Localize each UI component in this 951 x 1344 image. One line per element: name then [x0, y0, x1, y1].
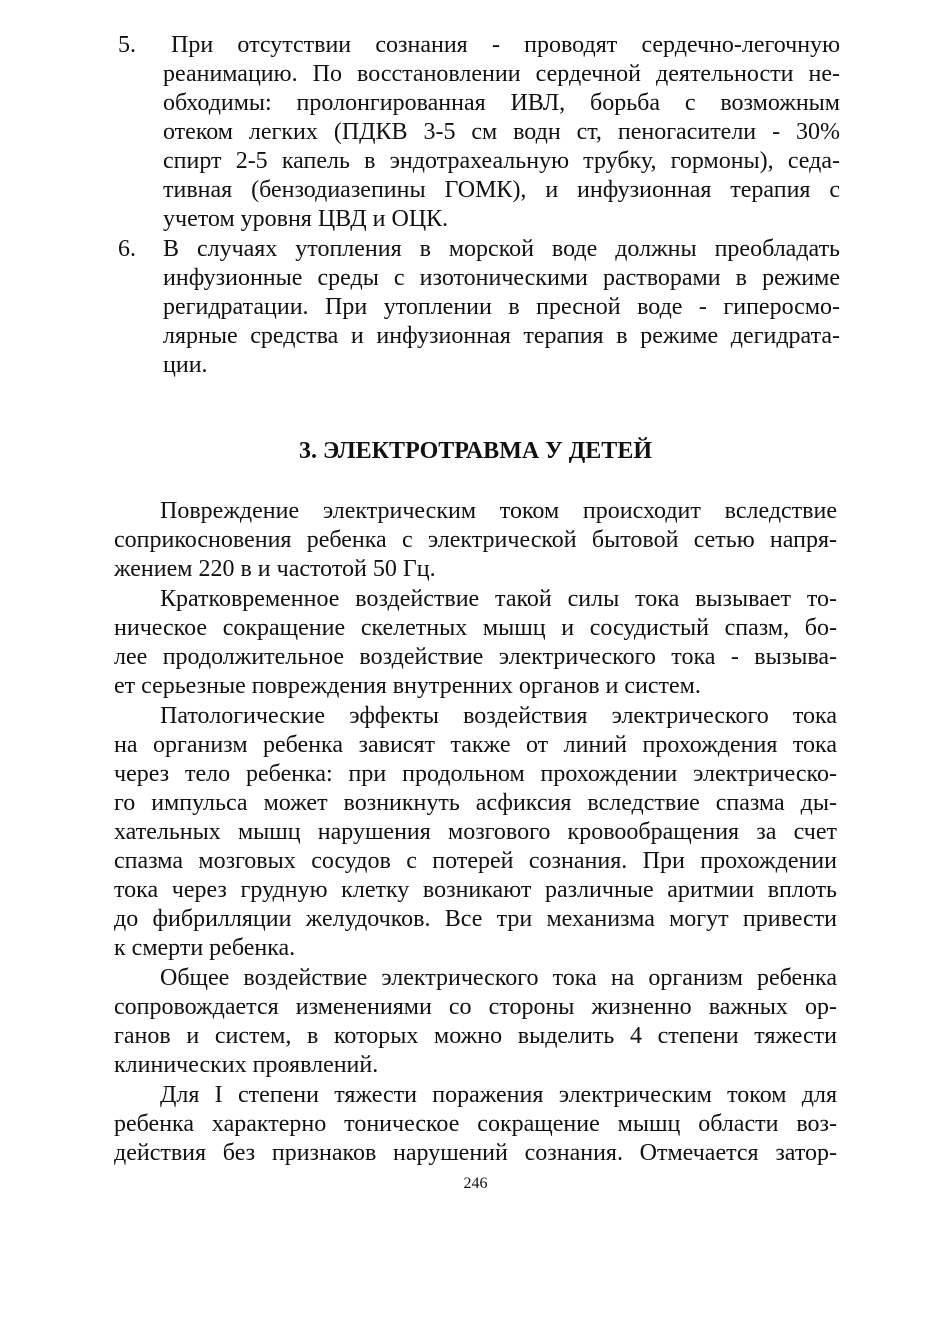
list-item-5-line-7: учетом уровня ЦВД и ОЦК.	[163, 206, 449, 232]
paragraph-3-line-9: к смерти ребенка.	[114, 935, 296, 961]
paragraph-4-line-2: сопровождается изменениями со стороны жизненно важных ор-	[114, 994, 837, 1020]
list-item-6-line-5: ции.	[163, 352, 208, 378]
list-number-5: 5.	[118, 32, 136, 58]
paragraph-4-line-1: Общее воздействие электрического тока на организм ребенка	[160, 965, 837, 991]
list-item-6-line-1: В случаях утопления в морской воде должны преобладать	[163, 236, 840, 262]
paragraph-2-line-3: лее продолжительное воздействие электрического тока - вызыва-	[114, 644, 837, 670]
list-item-5-line-1: При отсутствии сознания - проводят сердечно-легочную	[171, 32, 840, 58]
list-item-5-line-4: отеком легких (ПДКВ 3-5 см водн ст, пеногасители - 30%	[163, 119, 840, 145]
paragraph-3-line-1: Патологические эффекты воздействия электрического тока	[160, 703, 837, 729]
list-item-6-line-4: лярные средства и инфузионная терапия в режиме дегидрата-	[163, 323, 840, 349]
paragraph-2-line-4: ет серьезные повреждения внутренних органов и систем.	[114, 673, 701, 699]
paragraph-3-line-2: на организм ребенка зависят также от линий прохождения тока	[114, 732, 837, 758]
page-number: 246	[463, 1175, 488, 1192]
paragraph-1-line-1: Повреждение электрическим током происходит вследствие	[160, 498, 837, 524]
paragraph-2-line-1: Кратковременное воздействие такой силы тока вызывает то-	[160, 586, 837, 612]
paragraph-3-line-5: хательных мышц нарушения мозгового кровообращения за счет	[114, 819, 837, 845]
paragraph-1-line-3: жением 220 в и частотой 50 Гц.	[114, 556, 436, 582]
paragraph-3-line-8: до фибрилляции желудочков. Все три механизма могут привести	[114, 906, 837, 932]
paragraph-4-line-4: клинических проявлений.	[114, 1052, 379, 1078]
paragraph-3-line-3: через тело ребенка: при продольном прохождении электрическо-	[114, 761, 837, 787]
list-item-5-line-5: спирт 2-5 капель в эндотрахеальную трубку, гормоны), седа-	[163, 148, 840, 174]
list-item-6-line-2: инфузионные среды с изотоническими растворами в режиме	[163, 265, 840, 291]
paragraph-2-line-2: ническое сокращение скелетных мышц и сосудистый спазм, бо-	[114, 615, 837, 641]
paragraph-5-line-1: Для I степени тяжести поражения электрическим током для	[160, 1082, 837, 1108]
list-number-6: 6.	[118, 236, 136, 262]
list-item-6-line-3: регидратации. При утоплении в пресной воде - гиперосмо-	[163, 294, 840, 320]
list-item-5-line-3: обходимы: пролонгированная ИВЛ, борьба с возможным	[163, 90, 840, 116]
paragraph-1-line-2: соприкосновения ребенка с электрической бытовой сетью напря-	[114, 527, 837, 553]
paragraph-5-line-3: действия без признаков нарушений сознания. Отмечается затор-	[114, 1140, 837, 1166]
paragraph-3-line-6: спазма мозговых сосудов с потерей сознания. При прохождении	[114, 848, 837, 874]
list-item-5-line-6: тивная (бензодиазепины ГОМК), и инфузионная терапия с	[163, 177, 840, 203]
paragraph-5-line-2: ребенка характерно тоническое сокращение мышц области воз-	[114, 1111, 837, 1137]
list-item-5-line-2: реанимацию. По восстановлении сердечной деятельности не-	[163, 61, 840, 87]
paragraph-4-line-3: ганов и систем, в которых можно выделить 4 степени тяжести	[114, 1023, 837, 1049]
paragraph-3-line-7: тока через грудную клетку возникают различные аритмии вплоть	[114, 877, 837, 903]
paragraph-3-line-4: го импульса может возникнуть асфиксия вследствие спазма ды-	[114, 790, 837, 816]
section-title: 3. ЭЛЕКТРОТРАВМА У ДЕТЕЙ	[299, 438, 652, 464]
